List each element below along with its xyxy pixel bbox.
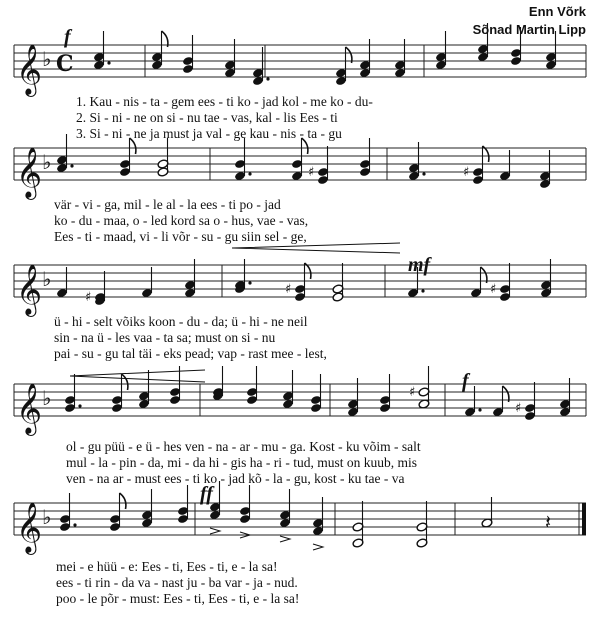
sharp-icon: ♯	[308, 165, 315, 180]
augmentation-dot	[107, 61, 110, 64]
note-flag	[122, 374, 128, 390]
augmentation-dot	[70, 164, 73, 167]
dynamic-marking: mf	[408, 254, 431, 276]
lyric-line-verse-2: sin - na ü - les vaa - ta sa; must on si - nu	[54, 330, 276, 345]
lyric-line-verse-3: poo - le põr - must: Ees - ti, Ees - ti, e - la sa!	[56, 591, 300, 606]
treble-clef-icon: 𝄞	[16, 147, 43, 198]
lyric-line-verse-2: 2. Si - ni - ne on si - nu tae - vas, kal - lis Ees - ti	[76, 110, 338, 125]
treble-clef-icon: 𝄞	[16, 264, 43, 315]
dynamic-marking: f	[64, 26, 71, 48]
composer-credit: Enn Võrk	[528, 4, 586, 19]
lyric-line-verse-2: mul - la - pin - da, mi - da hi - gis ha - ri - tud, must on kuub, mis	[66, 455, 417, 470]
flat-icon: ♭	[42, 386, 52, 410]
quarter-rest-icon: 𝄽	[545, 510, 552, 534]
lyric-line-verse-1: 1. Kau - nis - ta - gem ees - ti ko - jad kol - me ko - du-	[76, 94, 373, 109]
flat-icon: ♭	[42, 150, 52, 174]
accent-mark	[313, 544, 323, 550]
lyric-line-verse-2: ko - du - maa, o - led kord sa o - hus, vae - vas,	[54, 213, 309, 228]
sharp-icon: ♯	[409, 385, 416, 400]
note-flag	[120, 493, 126, 509]
lyric-line-verse-3: Ees - ti - maad, vi - li võr - su - gu siin sel - ge,	[54, 229, 307, 244]
lyric-line-verse-3: 3. Si - ni - ne ja must ja val - ge kau - nis - ta - gu	[76, 126, 342, 141]
augmentation-dot	[73, 523, 76, 526]
accent-mark	[210, 528, 220, 534]
treble-clef-icon: 𝄞	[16, 502, 43, 553]
augmentation-dot	[266, 77, 269, 80]
dynamic-marking: f	[462, 370, 469, 392]
augmentation-dot	[78, 404, 81, 407]
time-signature: C	[56, 51, 74, 77]
augmentation-dot	[422, 172, 425, 175]
sharp-icon: ♯	[490, 282, 497, 297]
sharp-icon: ♯	[515, 401, 522, 416]
flat-icon: ♭	[42, 505, 52, 529]
lyric-line-verse-1: ü - hi - selt võiks koon - du - da; ü - hi - ne neil	[54, 314, 308, 329]
lyric-line-verse-3: pai - su - gu tal täi - eks pead; vap - rast mee - lest,	[54, 346, 327, 361]
sharp-icon: ♯	[85, 290, 92, 305]
lyricist-credit: Sõnad Martin Lipp	[472, 22, 586, 37]
flat-icon: ♭	[42, 47, 52, 71]
accent-mark	[280, 536, 290, 542]
augmentation-dot	[248, 281, 251, 284]
augmentation-dot	[248, 172, 251, 175]
final-barline	[582, 503, 586, 535]
dynamic-marking: ff	[200, 483, 213, 505]
lyric-line-verse-2: ees - ti rin - da va - nast ju - ba var - ja - nud.	[56, 575, 298, 590]
sharp-icon: ♯	[463, 165, 470, 180]
lyric-line-verse-1: vär - vi - ga, mil - le al - la ees - ti po - jad	[54, 197, 281, 212]
lyric-line-verse-1: mei - e hüü - e: Ees - ti, Ees - ti, e - la sa!	[56, 559, 278, 574]
crescendo-hairpin	[70, 370, 205, 382]
flat-icon: ♭	[42, 267, 52, 291]
lyric-line-verse-1: ol - gu püü - e ü - hes ven - na - ar - mu - ga. Kost - ku võim - salt	[66, 439, 421, 454]
diminuendo-hairpin	[232, 243, 400, 253]
sharp-icon: ♯	[285, 282, 292, 297]
augmentation-dot	[478, 408, 481, 411]
treble-clef-icon: 𝄞	[16, 383, 43, 434]
augmentation-dot	[421, 289, 424, 292]
lyric-line-verse-3: ven - na ar - must ees - ti ko - jad kõ - la - gu, kost - ku tae - va	[66, 471, 405, 486]
treble-clef-icon: 𝄞	[16, 44, 43, 95]
